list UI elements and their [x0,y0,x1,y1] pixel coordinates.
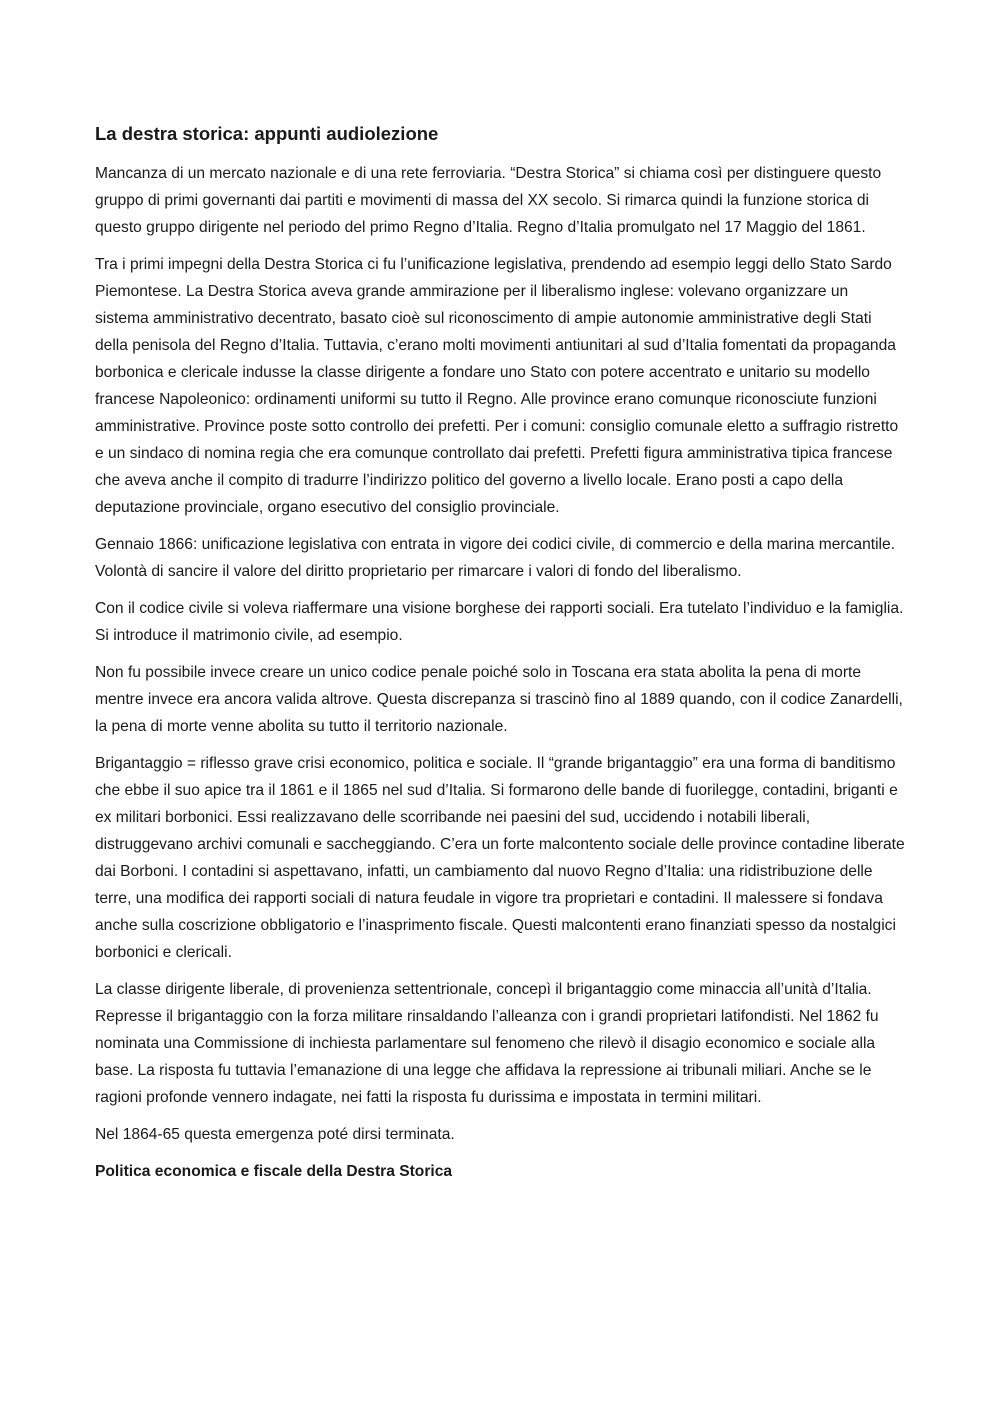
paragraph-4: Con il codice civile si voleva riaffermare una visione borghese dei rapporti sociali. Era tutelato l’individuo e la famiglia. Si introduce il matrimonio civile, ad esempio. [95,600,904,644]
document-page [95,122,905,1185]
section-subheading: Politica economica e fiscale della Destra Storica [95,1163,453,1180]
paragraph-1: Mancanza di un mercato nazionale e di una rete ferroviaria. “Destra Storica” si chiama così per distinguere questo gruppo di primi governanti dai partiti e movimenti di massa del XX secolo. Si rimarca quindi la funzione storica di questo gruppo dirigente nel periodo del primo Regno d’Italia. Regno d’Italia promulgato nel 17 Maggio del 1861. [95,165,882,236]
paragraph-6: Brigantaggio = riflesso grave crisi economico, politica e sociale. Il “grande brigantaggio” era una forma di banditismo che ebbe il suo apice tra il 1861 e il 1865 nel sud d’Italia. Si formarono delle bande di fuorilegge, contadini, briganti e ex militari borbonici. Essi realizzavano delle scorribande nei paesini del sud, uccidendo i notabili liberali, distruggevano archivi comunali e saccheggiando. C’era un forte malcontento sociale delle province contadine liberate dai Borboni. I contadini si aspettavano, infatti, un cambiamento dal nuovo Regno d’Italia: una ridistribuzione delle terre, una modifica dei rapporti sociali di natura feudale in vigore tra proprietari e contadini. Il malessere si fondava anche sulla coscrizione obbligatorio e l’inasprimento fiscale. Questi malcontenti erano finanziati spesso da nostalgici borbonici e clericali. [95,755,905,961]
paragraph-2: Tra i primi impegni della Destra Storica ci fu l’unificazione legislativa, prendendo ad esempio leggi dello Stato Sardo Piemontese. La Destra Storica aveva grande ammirazione per il liberalismo inglese: volevano organizzare un sistema amministrativo decentrato, basato cioè sul riconoscimento di ampie autonomie amministrative degli Stati della penisola del Regno d’Italia. Tuttavia, c’erano molti movimenti antiunitari al sud d’Italia fomentati da propaganda borbonica e clericale indusse la classe dirigente a fondare uno Stato con potere accentrato e unitario su modello francese Napoleonico: ordinamenti uniformi su tutto il Regno. Alle province erano comunque riconosciute funzioni amministrative. Province poste sotto controllo dei prefetti. Per i comuni: consiglio comunale eletto a suffragio ristretto e un sindaco di nomina regia che era comunque controllato dai prefetti. Prefetti figura amministrativa tipica francese che aveva anche il compito di tradurre l’indirizzo politico del governo a livello locale. Erano posti a capo della deputazione provinciale, organo esecutivo del consiglio provinciale. [95,256,899,516]
paragraph-8: Nel 1864-65 questa emergenza poté dirsi terminata. [95,1126,455,1143]
paragraph-7: La classe dirigente liberale, di provenienza settentrionale, concepì il brigantaggio come minaccia all’unità d’Italia. Represse il brigantaggio con la forza militare rinsaldando l’alleanza con i grandi proprietari latifondisti. Nel 1862 fu nominata una Commissione di inchiesta parlamentare sul fenomeno che rilevò il disagio economico e sociale alla base. La risposta fu tuttavia l’emanazione di una legge che affidava la repressione ai tribunali miliari. Anche se le ragioni profonde vennero indagate, nei fatti la risposta fu durissima e impostata in termini militari. [95,981,879,1106]
paragraph-3: Gennaio 1866: unificazione legislativa con entrata in vigore dei codici civile, di commercio e della marina mercantile. Volontà di sancire il valore del diritto proprietario per rimarcare i valori di fondo del liberalismo. [95,536,896,580]
document-title: La destra storica: appunti audiolezione [95,123,439,144]
paragraph-5: Non fu possibile invece creare un unico codice penale poiché solo in Toscana era stata abolita la pena di morte mentre invece era ancora valida altrove. Questa discrepanza si trascinò fino al 1889 quando, con il codice Zanardelli, la pena di morte venne abolita su tutto il territorio nazionale. [95,664,903,735]
